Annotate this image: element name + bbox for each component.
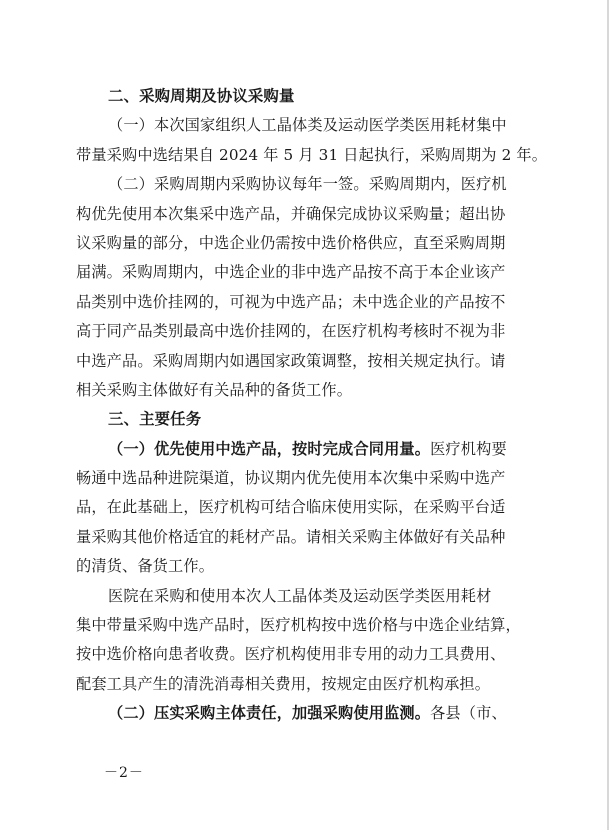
paragraph-line: 议采购量的部分，中选企业仍需按中选价格供应，直至采购周期 [76, 233, 506, 252]
paragraph-text: 各县（市、 [430, 704, 507, 723]
paragraph-line: 配套工具产生的清洗消毒相关费用，按规定由医疗机构承担。 [76, 674, 491, 693]
paragraph-line: 医院在采购和使用本次人工晶体类及运动医学类医用耗材 [108, 586, 492, 605]
paragraph-line [76, 435, 548, 464]
paragraph-line [76, 699, 548, 728]
paragraph-line: 构优先使用本次集采中选产品，并确保完成协议采购量；超出协 [76, 204, 506, 223]
paragraph-text: 医疗机构要 [430, 439, 507, 458]
paragraph-line: 品类别中选价挂网的，可视为中选产品；未中选企业的产品按不 [76, 292, 506, 311]
paragraph-line: （一）本次国家组织人工晶体类及运动医学类医用耗材集中 [108, 116, 507, 135]
paragraph-line: 届满。采购周期内，中选企业的非中选产品按不高于本企业该产 [76, 263, 506, 282]
paragraph-line: 量采购其他价格适宜的耗材产品。请相关采购主体做好有关品种 [76, 527, 506, 546]
subheading-priority-use: （一）优先使用中选产品，按时完成合同用量。 [108, 439, 431, 458]
paragraph-line: 中选产品。采购周期内如遇国家政策调整，按相关规定执行。请 [76, 351, 506, 370]
paragraph-line: 品，在此基础上，医疗机构可结合临床使用实际，在采购平台适 [76, 498, 506, 517]
document-body [76, 82, 548, 729]
paragraph-line: 带量采购中选结果自 2024 年 5 月 31 日起执行，采购周期为 2 年。 [76, 145, 548, 164]
paragraph-line: 按中选价格向患者收费。医疗机构使用非专用的动力工具费用、 [76, 645, 506, 664]
section-heading-main-tasks: 三、主要任务 [108, 410, 202, 429]
section-heading-procurement-cycle: 二、采购周期及协议采购量 [108, 87, 295, 105]
paragraph-line: 的清货、备货工作。 [76, 557, 215, 576]
paragraph-line: 畅通中选品种进院渠道，协议期内优先使用本次集中采购中选产 [76, 469, 506, 488]
page-number: －2－ [104, 765, 144, 781]
subheading-procurement-responsibility: （二）压实采购主体责任，加强采购使用监测。 [108, 704, 431, 723]
paragraph-line: （二）采购周期内采购协议每年一签。采购周期内，医疗机 [108, 175, 507, 194]
paragraph-line: 集中带量采购中选产品时，医疗机构按中选价格与中选企业结算， [76, 616, 521, 635]
paragraph-line: 相关采购主体做好有关品种的备货工作。 [76, 380, 353, 399]
paragraph-line: 高于同产品类别最高中选价挂网的，在医疗机构考核时不视为非 [76, 322, 506, 341]
